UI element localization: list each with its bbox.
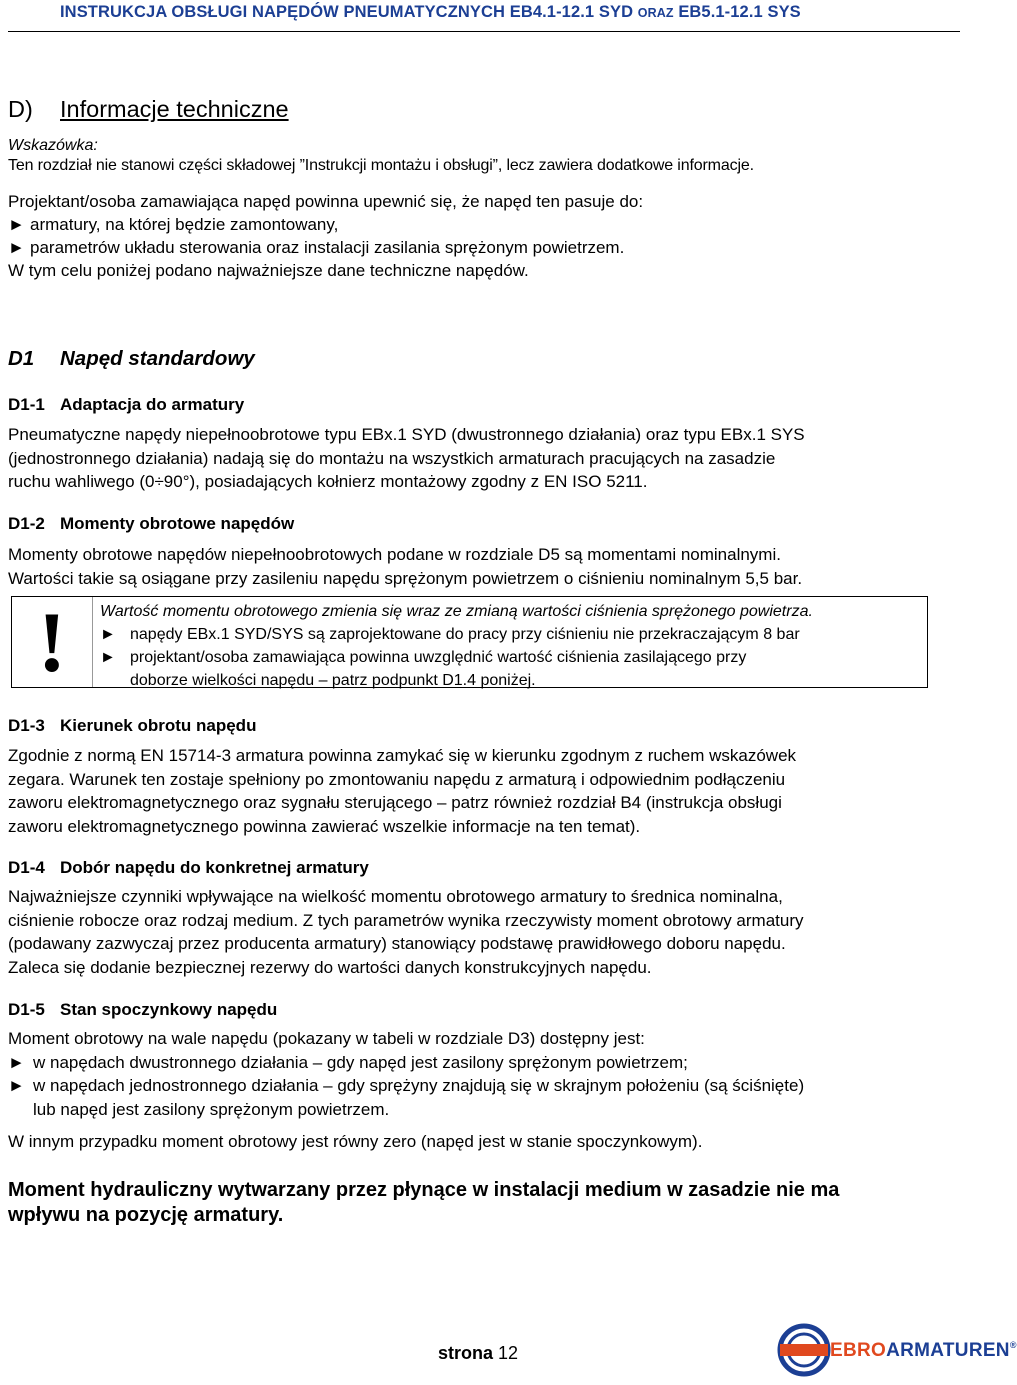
intro-line-last: W tym celu poniżej podano najważniejsze dane techniczne napędów.	[8, 261, 529, 280]
logo-ebro: EBRO	[830, 1340, 887, 1361]
warning-body	[100, 600, 813, 692]
bullet-arrow-icon: ►	[8, 1076, 25, 1095]
logo-wordmark	[830, 1340, 1017, 1362]
page-number	[438, 1343, 518, 1364]
heading-number: D1-5	[8, 1000, 45, 1019]
section-title	[8, 96, 289, 123]
bullet-arrow-icon: ►	[100, 649, 116, 666]
heading-number: D1-3	[8, 716, 45, 735]
exclamation-icon: !	[37, 594, 67, 690]
warning-bullet	[100, 623, 813, 646]
header-model-syd: EB4.1-12.1 SYD	[509, 3, 634, 21]
heading-d1-2	[8, 514, 294, 534]
list-item-continuation: lub napęd jest zasilony sprężonym powietrzem.	[33, 1099, 390, 1119]
paragraph-line: Pneumatyczne napędy niepełnoobrotowe typu EBx.1 SYD (dwustronnego działania) oraz typu EBx.1 SYS	[8, 425, 805, 444]
list-item	[8, 1051, 952, 1075]
running-header	[60, 3, 920, 22]
note-label: Wskazówka:	[8, 137, 98, 154]
bold-statement-line: wpływu na pozycję armatury.	[8, 1204, 284, 1226]
warning-bullet-text: projektant/osoba zamawiająca powinna uwzględnić wartość ciśnienia zasilającego przy	[130, 649, 747, 666]
warning-box	[11, 596, 928, 688]
header-title-main: INSTRUKCJA OBSŁUGI NAPĘDÓW PNEUMATYCZNYCH	[60, 3, 506, 21]
bullet-arrow-icon: ►	[8, 1052, 25, 1072]
header-conjunction: ORAZ	[637, 6, 674, 20]
header-rule	[8, 31, 960, 32]
intro-bullet	[8, 213, 643, 236]
paragraph-line: zegara. Warunek ten zostaje spełniony po zmontowaniu napędu z armaturą i odpowiednim podłączeniu	[8, 769, 786, 789]
bold-statement	[8, 1178, 839, 1228]
paragraph-line: W innym przypadku moment obrotowy jest równy zero (napęd jest w stanie spoczynkowym).	[8, 1132, 703, 1151]
logo-armaturen: ARMATUREN	[886, 1340, 1010, 1361]
paragraph-line: Momenty obrotowe napędów niepełnoobrotowych podane w rozdziale D5 są momentami nominalnymi.	[8, 545, 781, 564]
ebro-armaturen-logo	[774, 1318, 1017, 1380]
paragraph-line: zaworu elektromagnetycznego oraz sygnału sterującego – patrz również rozdział B4 (instrukcja obsługi	[8, 793, 782, 812]
warning-bullet-continuation: doborze wielkości napędu – patrz podpunkt D1.4 poniżej.	[130, 672, 536, 689]
page-label: strona	[438, 1343, 494, 1363]
heading-number: D1-4	[8, 858, 45, 877]
paragraph-line: Zgodnie z normą EN 15714-3 armatura powinna zamykać się w kierunku zgodnym z ruchem wskazówek	[8, 746, 797, 765]
heading-title: Adaptacja do armatury	[60, 395, 245, 414]
warning-divider	[92, 597, 93, 687]
paragraph-line: zaworu elektromagnetycznego powinna zawierać wszelkie informacje na ten temat).	[8, 816, 641, 836]
paragraph-line: ruchu wahliwego (0÷90°), posiadających kołnierz montażowy zgodny z EN ISO 5211.	[8, 472, 648, 491]
list-item-text: w napędach dwustronnego działania – gdy napęd jest zasilony sprężonym powietrzem;	[33, 1052, 688, 1072]
intro-bullet-text: armatury, na której będzie zamontowany,	[30, 215, 339, 234]
note-text: Ten rozdział nie stanowi części składowej ”Instrukcji montażu i obsługi”, lecz zawiera dodatkowe informacje.	[8, 157, 754, 174]
header-model-sys: EB5.1-12.1 SYS	[678, 3, 801, 21]
paragraph-line: ciśnienie robocze oraz rodzaj medium. Z tych parametrów wynika rzeczywisty moment obrotowy armatury	[8, 910, 804, 930]
heading-number: D1-2	[8, 514, 45, 533]
subsection-d1-title	[8, 347, 255, 371]
heading-number: D1-1	[8, 395, 45, 414]
warning-title: Wartość momentu obrotowego zmienia się wraz ze zmianą wartości ciśnienia sprężonego powietrza.	[100, 603, 813, 620]
paragraph-d1-4	[8, 885, 952, 979]
paragraph-line: (podawany zazwyczaj przez producenta armatury) stanowiący podstawę prawidłowego doboru napędu.	[8, 934, 786, 953]
list-item	[8, 1074, 952, 1098]
paragraph-line: Wartości takie są osiągane przy zasileniu napędu sprężonym powietrzem o ciśnieniu nominalnym 5,5 bar.	[8, 568, 803, 588]
registered-mark: ®	[1009, 1340, 1017, 1350]
page-number-value: 12	[498, 1343, 519, 1363]
paragraph-d1-1	[8, 423, 952, 494]
heading-d1-1	[8, 395, 244, 415]
paragraph-line: Zaleca się dodanie bezpiecznej rezerwy do wartości danych konstrukcyjnych napędu.	[8, 957, 652, 977]
bullet-arrow-icon: ►	[8, 215, 25, 234]
paragraph-line: Moment obrotowy na wale napędu (pokazany w tabeli w rozdziale D3) dostępny jest:	[8, 1029, 645, 1048]
heading-title: Kierunek obrotu napędu	[60, 716, 257, 735]
paragraph-d1-2	[8, 543, 952, 590]
heading-d1-3	[8, 716, 256, 736]
logo-emblem-icon	[774, 1318, 830, 1380]
paragraph-d1-3	[8, 744, 952, 838]
section-title-text: Informacje techniczne	[60, 96, 289, 122]
subsection-number: D1	[8, 347, 35, 370]
intro-line: Projektant/osoba zamawiająca napęd powinna upewnić się, że napęd ten pasuje do:	[8, 192, 644, 211]
bold-statement-line: Moment hydrauliczny wytwarzany przez płynące w instalacji medium w zasadzie nie ma	[8, 1179, 840, 1201]
heading-title: Dobór napędu do konkretnej armatury	[60, 858, 369, 877]
paragraph-line: (jednostronnego działania) nadają się do montażu na wszystkich armaturach pracujących na zasadzie	[8, 448, 776, 468]
paragraph-d1-5	[8, 1027, 952, 1121]
heading-d1-4	[8, 858, 369, 878]
intro-block	[8, 190, 643, 282]
paragraph-line: Najważniejsze czynniki wpływające na wielkość momentu obrotowego armatury to średnica nominalna,	[8, 887, 783, 906]
list-item-text: w napędach jednostronnego działania – gdy sprężyny znajdują się w skrajnym położeniu (są ściśnięte)	[33, 1076, 805, 1095]
intro-bullet	[8, 236, 643, 259]
paragraph-d1-5-closing	[8, 1130, 952, 1154]
heading-title: Momenty obrotowe napędów	[60, 514, 295, 533]
warning-bullet-text: napędy EBx.1 SYD/SYS są zaprojektowane do pracy przy ciśnieniu nie przekraczającym 8 bar	[130, 626, 800, 643]
section-number: D)	[8, 96, 33, 122]
bullet-arrow-icon: ►	[100, 626, 116, 643]
heading-title: Stan spoczynkowy napędu	[60, 1000, 278, 1019]
subsection-title: Napęd standardowy	[60, 347, 255, 370]
intro-bullet-text: parametrów układu sterowania oraz instalacji zasilania sprężonym powietrzem.	[30, 238, 625, 257]
heading-d1-5	[8, 1000, 277, 1020]
bullet-arrow-icon: ►	[8, 238, 25, 257]
warning-bullet	[100, 646, 813, 669]
